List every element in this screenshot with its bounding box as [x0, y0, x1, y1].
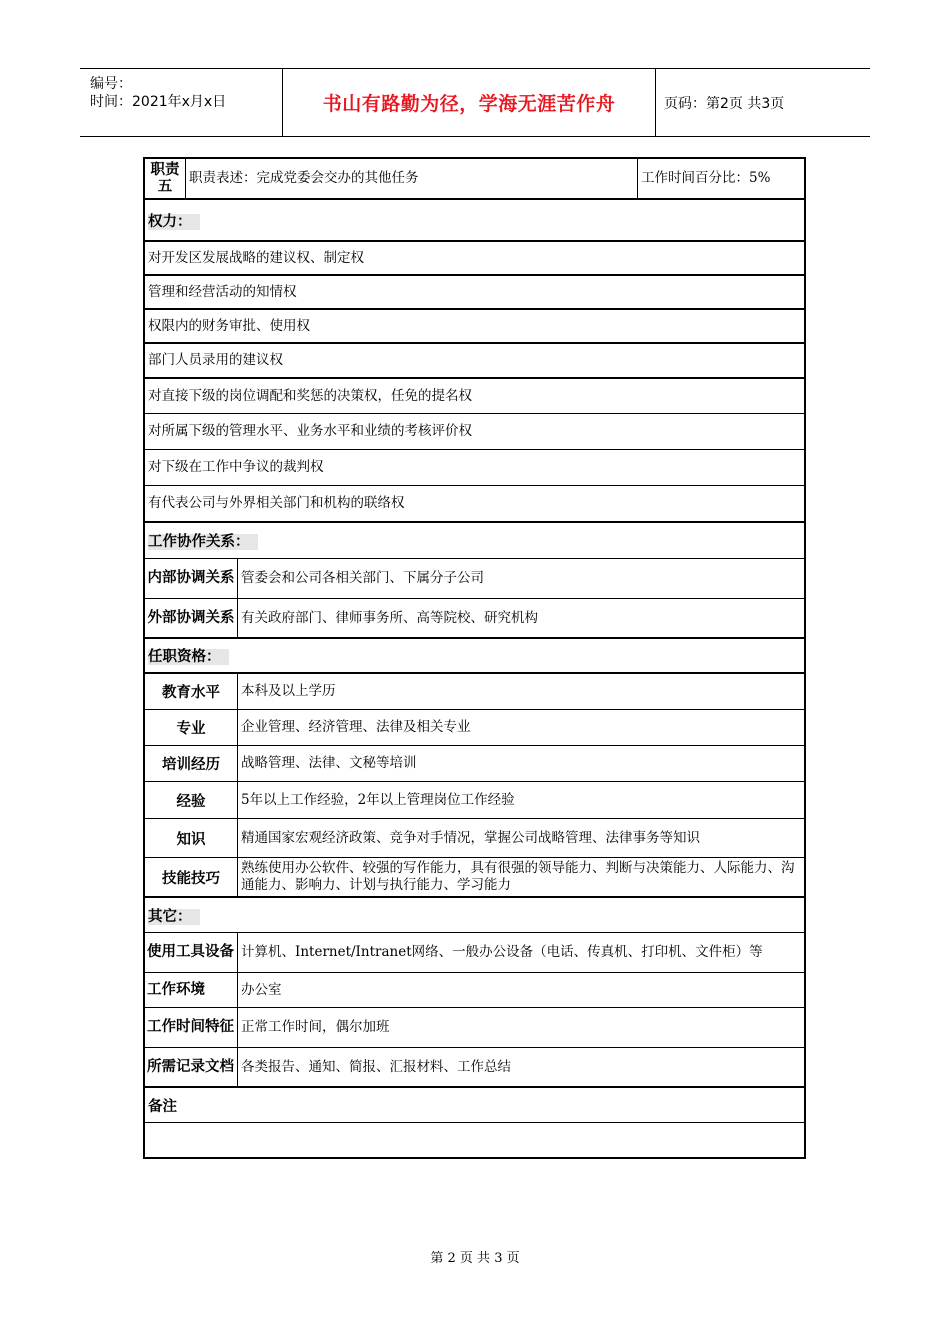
header-slogan: 书山有路勤为径，学海无涯苦作舟	[283, 69, 656, 136]
qualification-value: 精通国家宏观经济政策、竞争对手情况，掌握公司战略管理、法律事务等知识	[241, 829, 700, 846]
number-label: 编号：	[90, 76, 132, 92]
duty5-label: 职责五	[150, 161, 180, 195]
other-row	[145, 1008, 804, 1048]
power-item	[145, 344, 804, 379]
page-footer: 第 2 页 共 3 页	[430, 1251, 520, 1266]
power-item	[145, 379, 804, 414]
qualification-value: 熟练使用办公软件、较强的写作能力，具有很强的领导能力、判断与决策能力、人际能力、沟通能力、影响力、计划与执行能力、学习能力	[241, 860, 795, 893]
qualifications-title: 任职资格：	[148, 649, 229, 665]
power-item-text: 对下级在工作中争议的裁判权	[148, 459, 324, 475]
duty5-time-pct: 工作时间百分比：5%	[641, 170, 771, 186]
power-item-text: 管理和经营活动的知情权	[148, 283, 297, 300]
other-label: 使用工具设备	[147, 944, 234, 960]
qualification-row	[145, 819, 804, 858]
qualification-row	[145, 782, 804, 819]
power-item	[145, 276, 804, 310]
qualification-label: 培训经历	[162, 757, 220, 773]
power-item-text: 对直接下级的岗位调配和奖惩的决策权，任免的提名权	[148, 387, 472, 404]
qualification-row	[145, 674, 804, 710]
qualification-value: 战略管理、法律、文秘等培训	[241, 755, 417, 771]
qualification-value: 企业管理、经济管理、法律及相关专业	[241, 719, 471, 735]
qualification-row	[145, 858, 804, 898]
power-item-text: 有代表公司与外界相关部门和机构的联络权	[148, 495, 405, 511]
powers-title: 权力：	[148, 214, 200, 230]
power-item	[145, 414, 804, 450]
remarks-title: 备注	[148, 1098, 177, 1115]
other-label: 工作环境	[147, 981, 205, 998]
external-coordination-value: 有关政府部门、律师事务所、高等院校、研究机构	[241, 609, 538, 626]
power-item	[145, 450, 804, 486]
other-row	[145, 933, 804, 973]
powers-section-header	[145, 200, 804, 242]
internal-coordination-row	[145, 559, 804, 599]
remarks-section-header	[145, 1088, 804, 1123]
other-value: 各类报告、通知、简报、汇报材料、工作总结	[241, 1058, 511, 1075]
qualification-label: 专业	[176, 721, 206, 737]
internal-coordination-value: 管委会和公司各相关部门、下属分子公司	[241, 570, 484, 586]
other-value: 办公室	[241, 981, 282, 998]
external-coordination-row	[145, 599, 804, 639]
other-section-header	[145, 898, 804, 933]
power-item	[145, 242, 804, 276]
qualification-value: 5年以上工作经验，2年以上管理岗位工作经验	[241, 791, 515, 808]
header-page-label: 页码：第2页 共3页	[664, 95, 785, 112]
qualification-label: 技能技巧	[162, 870, 220, 887]
qualification-value: 本科及以上学历	[241, 683, 336, 699]
qualification-label: 教育水平	[162, 685, 220, 701]
power-item-text: 对所属下级的管理水平、业务水平和业绩的考核评价权	[148, 423, 472, 439]
external-coordination-label: 外部协调关系	[147, 609, 235, 626]
other-title: 其它：	[148, 909, 200, 925]
job-description-form	[143, 157, 806, 1159]
other-row	[145, 973, 804, 1008]
power-item-text: 对开发区发展战略的建议权、制定权	[148, 249, 364, 266]
other-label: 工作时间特征	[147, 1019, 234, 1035]
power-item	[145, 486, 804, 523]
qualification-label: 知识	[176, 831, 206, 848]
remarks-content-row	[145, 1123, 804, 1157]
other-row	[145, 1048, 804, 1088]
duty5-description: 职责表述：完成党委会交办的其他任务	[189, 170, 419, 186]
power-item-text: 权限内的财务审批、使用权	[148, 317, 310, 334]
other-value: 计算机、Internet/Intranet网络、一般办公设备（电话、传真机、打印机、文件柜）等	[241, 944, 763, 960]
cooperation-section-header	[145, 523, 804, 559]
other-label: 所需记录文档	[147, 1058, 234, 1075]
qualification-row	[145, 710, 804, 746]
power-item	[145, 310, 804, 344]
page-header	[80, 68, 870, 137]
internal-coordination-label: 内部协调关系	[147, 570, 235, 586]
power-item-text: 部门人员录用的建议权	[148, 352, 283, 368]
qualification-row	[145, 746, 804, 782]
cooperation-title: 工作协作关系：	[148, 534, 258, 550]
qualifications-section-header	[145, 639, 804, 674]
duty5-row	[145, 159, 804, 200]
qualification-label: 经验	[176, 793, 206, 810]
other-value: 正常工作时间，偶尔加班	[241, 1019, 390, 1035]
header-meta	[80, 69, 283, 136]
time-label: 时间：2021年x月x日	[90, 94, 227, 110]
